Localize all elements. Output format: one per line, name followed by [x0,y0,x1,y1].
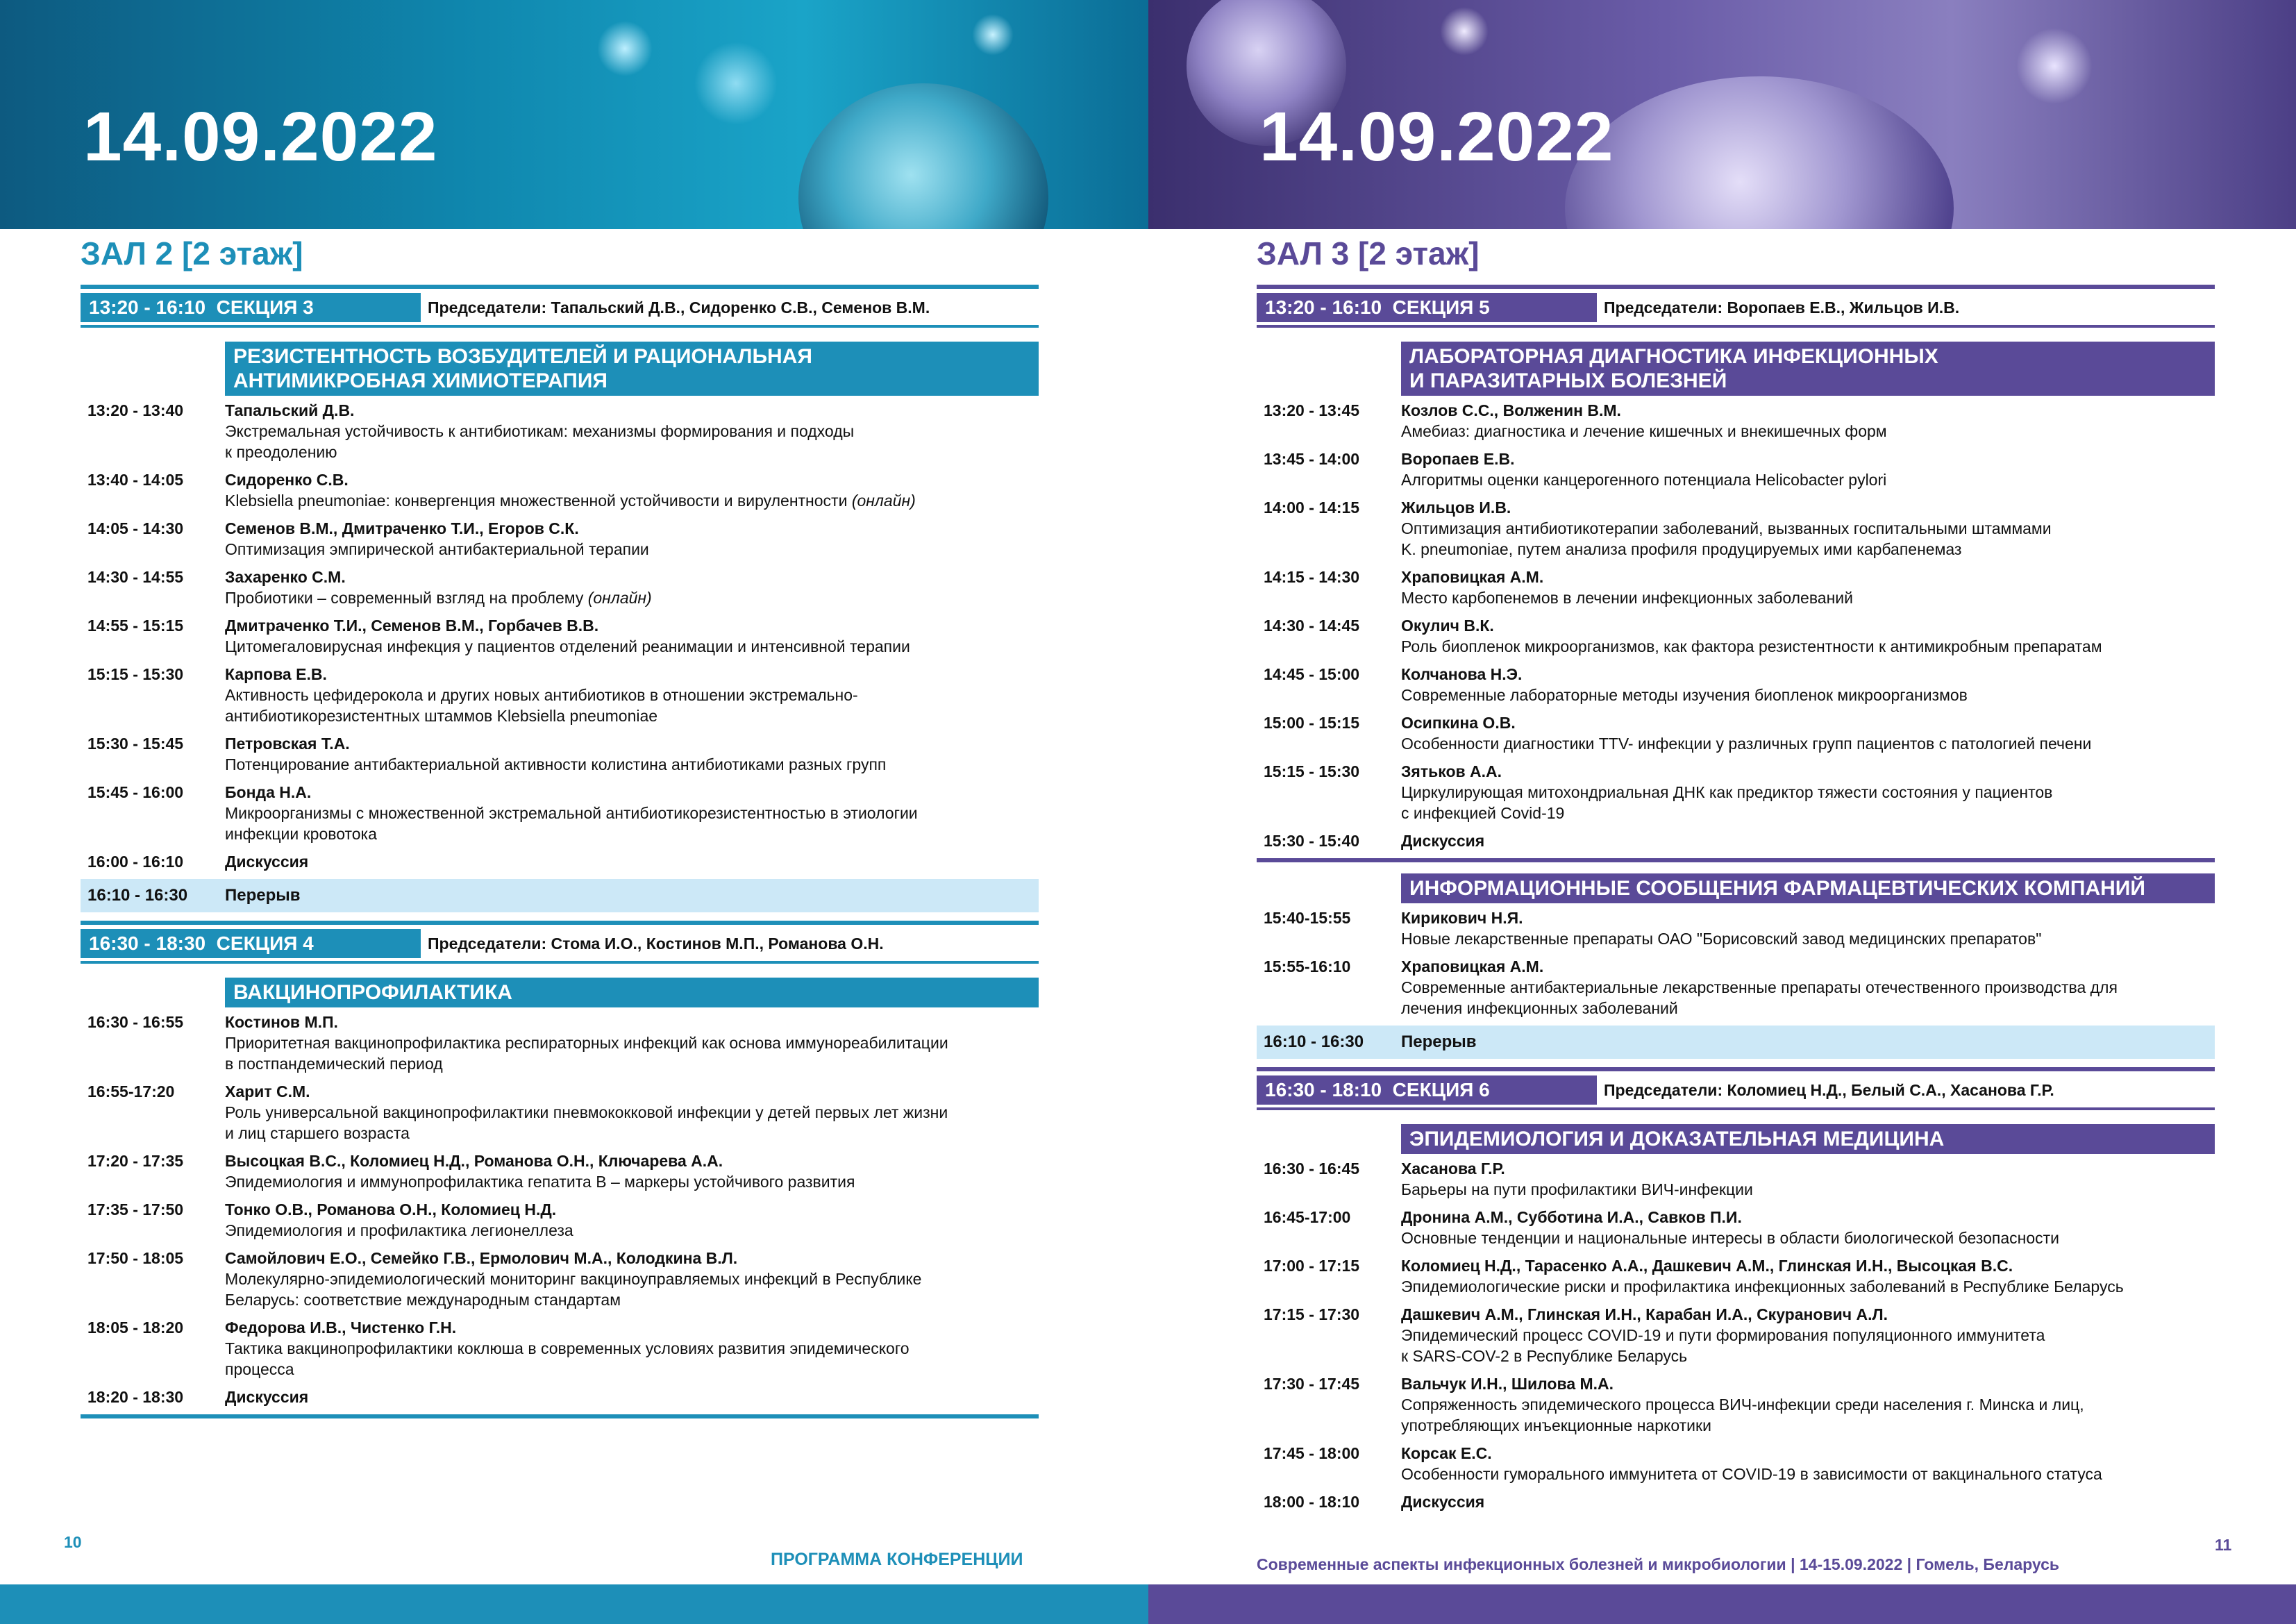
talk-authors: Вальчук И.Н., Шилова М.А. [1401,1375,1614,1393]
talk-authors: Костинов М.П. [225,1013,338,1031]
bokeh-light [1440,7,1489,56]
talk-authors: Храповицкая А.М. [1401,568,1544,586]
talk-row [1257,497,2215,560]
talk-body [225,1081,1039,1144]
talk-body [1401,664,2215,705]
talk-title-line: Алгоритмы оценки канцерогенного потенциала Helicobacter pylori [1401,471,1887,489]
section-title [81,929,421,958]
talk-body [225,518,1039,560]
talk-title-line: K. pneumoniae, путем анализа профиля продуцируемых ими карбапенемаз [1401,540,1962,558]
topic-banner [1401,873,2215,903]
talk-title-line: Сопряженность эпидемического процесса ВИЧ-инфекции среди населения г. Минска и лиц, [1401,1396,2084,1414]
talk-authors: Тонко О.В., Романова О.Н., Коломиец Н.Д. [225,1200,557,1219]
talk-title-line: с инфекцией Covid-19 [1401,804,1565,822]
talk-row [1257,907,2215,949]
talk-row [81,733,1039,775]
right-footer: Современные аспекты инфекционных болезней и микробиологии | 14-15.09.2022 | Гомель, Беларусь [1257,1555,2060,1573]
talk-row [81,1150,1039,1192]
talk-title-line: Барьеры на пути профилактики ВИЧ-инфекции [1401,1180,1753,1198]
section-header-bar [81,921,1039,964]
talk-authors: Корсак Е.С. [1401,1444,1492,1462]
talk-row [81,1317,1039,1380]
talk-authors: Коломиец Н.Д., Тарасенко А.А., Дашкевич А.М., Глинская И.Н., Высоцкая В.С. [1401,1257,2013,1275]
talk-body [1401,449,2215,490]
talk-title-line: Пробиотики – современный взгляд на проблему (онлайн) [225,589,652,607]
section-name: СЕКЦИЯ 3 [216,296,314,318]
talk-time: 15:00 - 15:15 [1264,714,1360,732]
break-label: Перерыв [1401,1032,1477,1051]
break-row [81,879,1039,912]
talk-body [225,469,1039,511]
talk-title-line: употребляющих инъекционные наркотики [1401,1416,1711,1434]
talk-time: 16:45-17:00 [1264,1208,1351,1226]
left-footer: ПРОГРАММА КОНФЕРЕНЦИИ [771,1550,1023,1569]
talk-title-line: Эпидемиология и иммунопрофилактика гепатита В – маркеры устойчивого развития [225,1173,855,1191]
talk-time: 14:05 - 14:30 [87,519,184,537]
talk-title-line: Эпидемиологические риски и профилактика инфекционных заболеваний в Республике Беларусь [1401,1278,2124,1296]
left-hall-title: ЗАЛ 2 [2 этаж] [81,235,303,271]
talk-authors: Козлов С.С., Волженин В.М. [1401,401,1621,419]
talk-title-line: Экстремальная устойчивость к антибиотикам: механизмы формирования и подходы [225,422,855,440]
talk-title-line: Циркулирующая митохондриальная ДНК как предиктор тяжести состояния у пациентов [1401,783,2053,801]
talk-authors: Дискуссия [1401,832,1485,850]
talk-time: 18:20 - 18:30 [87,1388,184,1406]
right-bottom-strip [1148,1584,2296,1624]
talk-time: 17:00 - 17:15 [1264,1257,1360,1275]
talk-body [225,782,1039,844]
talk-body [225,1012,1039,1074]
talk-body [1401,615,2215,657]
section-name: СЕКЦИЯ 5 [1392,296,1490,318]
talk-time: 15:15 - 15:30 [1264,762,1360,780]
talk-body [1401,1207,2215,1248]
talk-time: 16:00 - 16:10 [87,853,184,871]
talk-body [225,615,1039,657]
talk-body [225,400,1039,462]
talk-title-line: Микроорганизмы с множественной экстремальной антибиотикорезистентностью в этиологии [225,804,918,822]
talk-row [81,469,1039,511]
bokeh-light [2016,28,2093,104]
section-name: СЕКЦИЯ 6 [1392,1079,1490,1100]
talk-authors: Высоцкая В.С., Коломиец Н.Д., Романова О.Н., Ключарева А.А. [225,1152,723,1170]
talk-note: (онлайн) [587,589,652,607]
talk-authors: Семенов В.М., Дмитраченко Т.И., Егоров С.К. [225,519,579,537]
talk-time: 15:30 - 15:40 [1264,832,1360,850]
talk-row [1257,664,2215,705]
section-time: 13:20 - 16:10 [89,296,206,318]
talk-title-line: Оптимизация антибиотикотерапии заболеваний, вызванных госпитальными штаммами [1401,519,2052,537]
talk-authors: Хасанова Г.Р. [1401,1160,1505,1178]
talk-time: 13:40 - 14:05 [87,471,184,489]
talk-time: 18:00 - 18:10 [1264,1493,1360,1511]
topic-banner [225,978,1039,1007]
talk-title-line: Новые лекарственные препараты ОАО "Борисовский завод медицинских препаратов" [1401,930,2042,948]
talk-row [1257,956,2215,1019]
talk-title-line: Основные тенденции и национальные интересы в области биологической безопасности [1401,1229,2059,1247]
talk-title-line: Эпидемиология и профилактика легионеллеза [225,1221,573,1239]
talk-body [1401,712,2215,754]
topic-banner [1401,1124,2215,1154]
talk-title-line: и лиц старшего возраста [225,1124,410,1142]
talk-authors: Федорова И.В., Чистенко Г.Н. [225,1319,457,1337]
section-title [81,293,421,322]
talk-time: 17:45 - 18:00 [1264,1444,1360,1462]
talk-title-line: Цитомегаловирусная инфекция у пациентов отделений реанимации и интенсивной терапии [225,637,910,655]
talk-time: 14:30 - 14:55 [87,568,184,586]
section-name: СЕКЦИЯ 4 [216,932,314,954]
topic-line: ЛАБОРАТОРНАЯ ДИАГНОСТИКА ИНФЕКЦИОННЫХ [1409,345,1938,368]
talk-authors: Петровская Т.А. [225,735,350,753]
talk-title-line: инфекции кровотока [225,825,377,843]
talk-title-line: Особенности гуморального иммунитета от COVID-19 в зависимости от вакцинального статуса [1401,1465,2102,1483]
talk-authors: Дискуссия [1401,1493,1485,1511]
talk-title-line: к преодолению [225,443,337,461]
talk-authors: Захаренко С.М. [225,568,346,586]
talk-body [225,1199,1039,1241]
right-hall-title: ЗАЛ 3 [2 этаж] [1257,235,1480,271]
talk-body [1401,1491,2215,1512]
talk-title-line: Роль биопленок микроорганизмов, как фактора резистентности к антимикробным препаратам [1401,637,2102,655]
break-time: 16:10 - 16:30 [1264,1032,1364,1051]
right-page-number: 11 [2215,1536,2232,1554]
right-date-heading: 14.09.2022 [1259,98,1614,176]
talk-title-line: Приоритетная вакцинопрофилактика респираторных инфекций как основа иммунореабилитации [225,1034,948,1052]
bokeh-light [972,14,1014,56]
talk-title-line: Роль универсальной вакцинопрофилактики пневмококковой инфекции у детей первых лет жизни [225,1103,948,1121]
left-schedule [81,285,1039,1418]
talk-body [1401,761,2215,823]
talk-authors: Харит С.М. [225,1082,310,1100]
talk-row [1257,1158,2215,1200]
talk-title-line: Современные лабораторные методы изучения биопленок микроорганизмов [1401,686,1968,704]
topic-line: И ПАРАЗИТАРНЫХ БОЛЕЗНЕЙ [1409,369,1727,392]
section-title [1257,1075,1597,1105]
talk-note: (онлайн) [851,492,916,510]
talk-time: 16:30 - 16:45 [1264,1160,1360,1178]
talk-row [1257,567,2215,608]
section-time: 16:30 - 18:30 [89,932,206,954]
talk-body [1401,1373,2215,1436]
talk-time: 15:45 - 16:00 [87,783,184,801]
topic-line: ИНФОРМАЦИОННЫЕ СООБЩЕНИЯ ФАРМАЦЕВТИЧЕСКИХ КОМПАНИЙ [1409,877,2145,900]
talk-time: 15:15 - 15:30 [87,665,184,683]
talk-time: 13:20 - 13:45 [1264,401,1360,419]
talk-time: 17:35 - 17:50 [87,1200,184,1219]
talk-title-line: Молекулярно-эпидемиологический мониторинг вакциноуправляемых инфекций в Республике [225,1270,922,1288]
talk-body [225,567,1039,608]
talk-time: 14:00 - 14:15 [1264,499,1360,517]
talk-title-line: к SARS-COV-2 в Республике Беларусь [1401,1347,1688,1365]
talk-time: 15:30 - 15:45 [87,735,184,753]
talk-body [1401,567,2215,608]
talk-title-line: Klebsiella pneumoniae: конвергенция множественной устойчивости и вирулентности (онлайн) [225,492,916,510]
talk-body [1401,1304,2215,1366]
talk-row [1257,1255,2215,1297]
talk-title-line: Место карбопенемов в лечении инфекционных заболеваний [1401,589,1853,607]
talk-row [1257,830,2215,851]
talk-authors: Зятьков А.А. [1401,762,1502,780]
talk-row [1257,449,2215,490]
talk-authors: Карпова Е.В. [225,665,327,683]
talk-row [81,782,1039,844]
talk-authors: Сидоренко С.В. [225,471,349,489]
talk-row [1257,1304,2215,1366]
talk-body [225,733,1039,775]
talk-row [81,567,1039,608]
talk-title-line: Тактика вакцинопрофилактики коклюша в современных условиях развития эпидемического [225,1339,910,1357]
talk-title-line: Особенности диагностики TTV- инфекции у различных групп пациентов с патологией печени [1401,735,2092,753]
right-schedule [1257,285,2215,1519]
talk-title-line: в постпандемический период [225,1055,443,1073]
talk-time: 17:50 - 18:05 [87,1249,184,1267]
talk-body [225,1150,1039,1192]
talk-time: 15:55-16:10 [1264,957,1351,976]
talk-body [225,1387,1039,1407]
talk-body [225,1248,1039,1310]
talk-body [1401,830,2215,851]
talk-body [225,1317,1039,1380]
bokeh-light [694,42,778,125]
talk-body [1401,400,2215,442]
talk-title-line: Амебиаз: диагностика и лечение кишечных и внекишечных форм [1401,422,1887,440]
talk-row [81,1387,1039,1407]
talk-authors: Воропаев Е.В. [1401,450,1515,468]
break-time: 16:10 - 16:30 [87,886,188,905]
talk-authors: Самойлович Е.О., Семейко Г.В., Ермолович М.А., Колодкина В.Л. [225,1249,738,1267]
topic-line: ЭПИДЕМИОЛОГИЯ И ДОКАЗАТЕЛЬНАЯ МЕДИЦИНА [1409,1128,1945,1150]
talk-body [1401,907,2215,949]
talk-body [1401,497,2215,560]
talk-row [81,1081,1039,1144]
talk-row [81,851,1039,872]
left-date-heading: 14.09.2022 [83,98,438,176]
talk-title-line: Оптимизация эмпирической антибактериальной терапии [225,540,649,558]
talk-row [1257,615,2215,657]
section-divider-line [1257,858,2215,862]
talk-row [1257,712,2215,754]
section-chairs: Председатели: Воропаев Е.В., Жильцов И.В. [1604,299,1960,317]
virus-illustration [798,83,1048,229]
talk-row [81,1012,1039,1074]
talk-row [81,1199,1039,1241]
talk-time: 15:40-15:55 [1264,909,1351,927]
section-header-bar [1257,285,2215,328]
talk-title-line: Эпидемический процесс COVID-19 и пути формирования популяционного иммунитета [1401,1326,2045,1344]
section-chairs: Председатели: Стома И.О., Костинов М.П., Романова О.Н. [428,935,884,953]
talk-row [1257,1491,2215,1512]
talk-time: 14:30 - 14:45 [1264,617,1360,635]
talk-row [81,518,1039,560]
section-title [1257,293,1597,322]
talk-title-line: лечения инфекционных заболеваний [1401,999,1678,1017]
left-bottom-strip [0,1584,1148,1624]
talk-authors: Дмитраченко Т.И., Семенов В.М., Горбачев В.В. [225,617,599,635]
talk-time: 17:20 - 17:35 [87,1152,184,1170]
topic-line: ВАКЦИНОПРОФИЛАКТИКА [233,981,512,1004]
talk-authors: Кирикович Н.Я. [1401,909,1523,927]
talk-title-line: процесса [225,1360,294,1378]
talk-authors: Дискуссия [225,1388,309,1406]
talk-row [81,400,1039,462]
talk-authors: Бонда Н.А. [225,783,312,801]
talk-body [1401,1158,2215,1200]
talk-time: 13:20 - 13:40 [87,401,184,419]
break-row [1257,1026,2215,1059]
talk-title-line: антибиотикорезистентных штаммов Klebsiella pneumoniae [225,707,658,725]
talk-row [1257,761,2215,823]
section-chairs: Председатели: Коломиец Н.Д., Белый С.А., Хасанова Г.Р. [1604,1081,2054,1099]
talk-row [81,1248,1039,1310]
talk-time: 18:05 - 18:20 [87,1319,184,1337]
talk-time: 16:30 - 16:55 [87,1013,184,1031]
talk-authors: Осипкина О.В. [1401,714,1516,732]
topic-banner [1401,342,2215,396]
talk-row [1257,400,2215,442]
talk-authors: Дашкевич А.М., Глинская И.Н., Карабан И.А., Скуранович А.Л. [1401,1305,1888,1323]
talk-body [225,851,1039,872]
topic-banner [225,342,1039,396]
section-header-bar [1257,1067,2215,1110]
talk-row [1257,1207,2215,1248]
left-page-number: 10 [64,1533,82,1551]
talk-body [1401,956,2215,1019]
talk-body [225,664,1039,726]
section-header-bar [81,285,1039,328]
talk-title-line: Потенцирование антибактериальной активности колистина антибиотиками разных групп [225,755,887,773]
talk-title-line: Активность цефидерокола и других новых антибиотиков в отношении экстремально- [225,686,858,704]
talk-authors: Жильцов И.В. [1401,499,1511,517]
talk-body [1401,1255,2215,1297]
talk-row [1257,1443,2215,1484]
talk-title-line: Современные антибактериальные лекарственные препараты отечественного производства для [1401,978,2118,996]
talk-authors: Храповицкая А.М. [1401,957,1544,976]
break-label: Перерыв [225,886,301,905]
section-time: 16:30 - 18:10 [1265,1079,1382,1100]
talk-time: 14:55 - 15:15 [87,617,184,635]
talk-row [81,664,1039,726]
schedule-end-line [81,1414,1039,1418]
talk-authors: Тапальский Д.В. [225,401,355,419]
bokeh-light [597,21,653,76]
talk-authors: Окулич В.К. [1401,617,1494,635]
topic-line: РЕЗИСТЕНТНОСТЬ ВОЗБУДИТЕЛЕЙ И РАЦИОНАЛЬНАЯ [233,345,812,368]
talk-authors: Дискуссия [225,853,309,871]
talk-row [1257,1373,2215,1436]
topic-line: АНТИМИКРОБНАЯ ХИМИОТЕРАПИЯ [233,369,607,392]
talk-body [1401,1443,2215,1484]
section-time: 13:20 - 16:10 [1265,296,1382,318]
talk-authors: Дронина А.М., Субботина И.А., Савков П.И. [1401,1208,1742,1226]
talk-time: 14:15 - 14:30 [1264,568,1360,586]
talk-time: 16:55-17:20 [87,1082,175,1100]
talk-title-line: Беларусь: соответствие международным стандартам [225,1291,621,1309]
section-chairs: Председатели: Тапальский Д.В., Сидоренко С.В., Семенов В.М. [428,299,930,317]
talk-row [81,615,1039,657]
virus-illustration [1565,76,1954,229]
talk-time: 17:15 - 17:30 [1264,1305,1360,1323]
talk-time: 13:45 - 14:00 [1264,450,1360,468]
talk-authors: Колчанова Н.Э. [1401,665,1523,683]
talk-time: 17:30 - 17:45 [1264,1375,1360,1393]
talk-time: 14:45 - 15:00 [1264,665,1360,683]
